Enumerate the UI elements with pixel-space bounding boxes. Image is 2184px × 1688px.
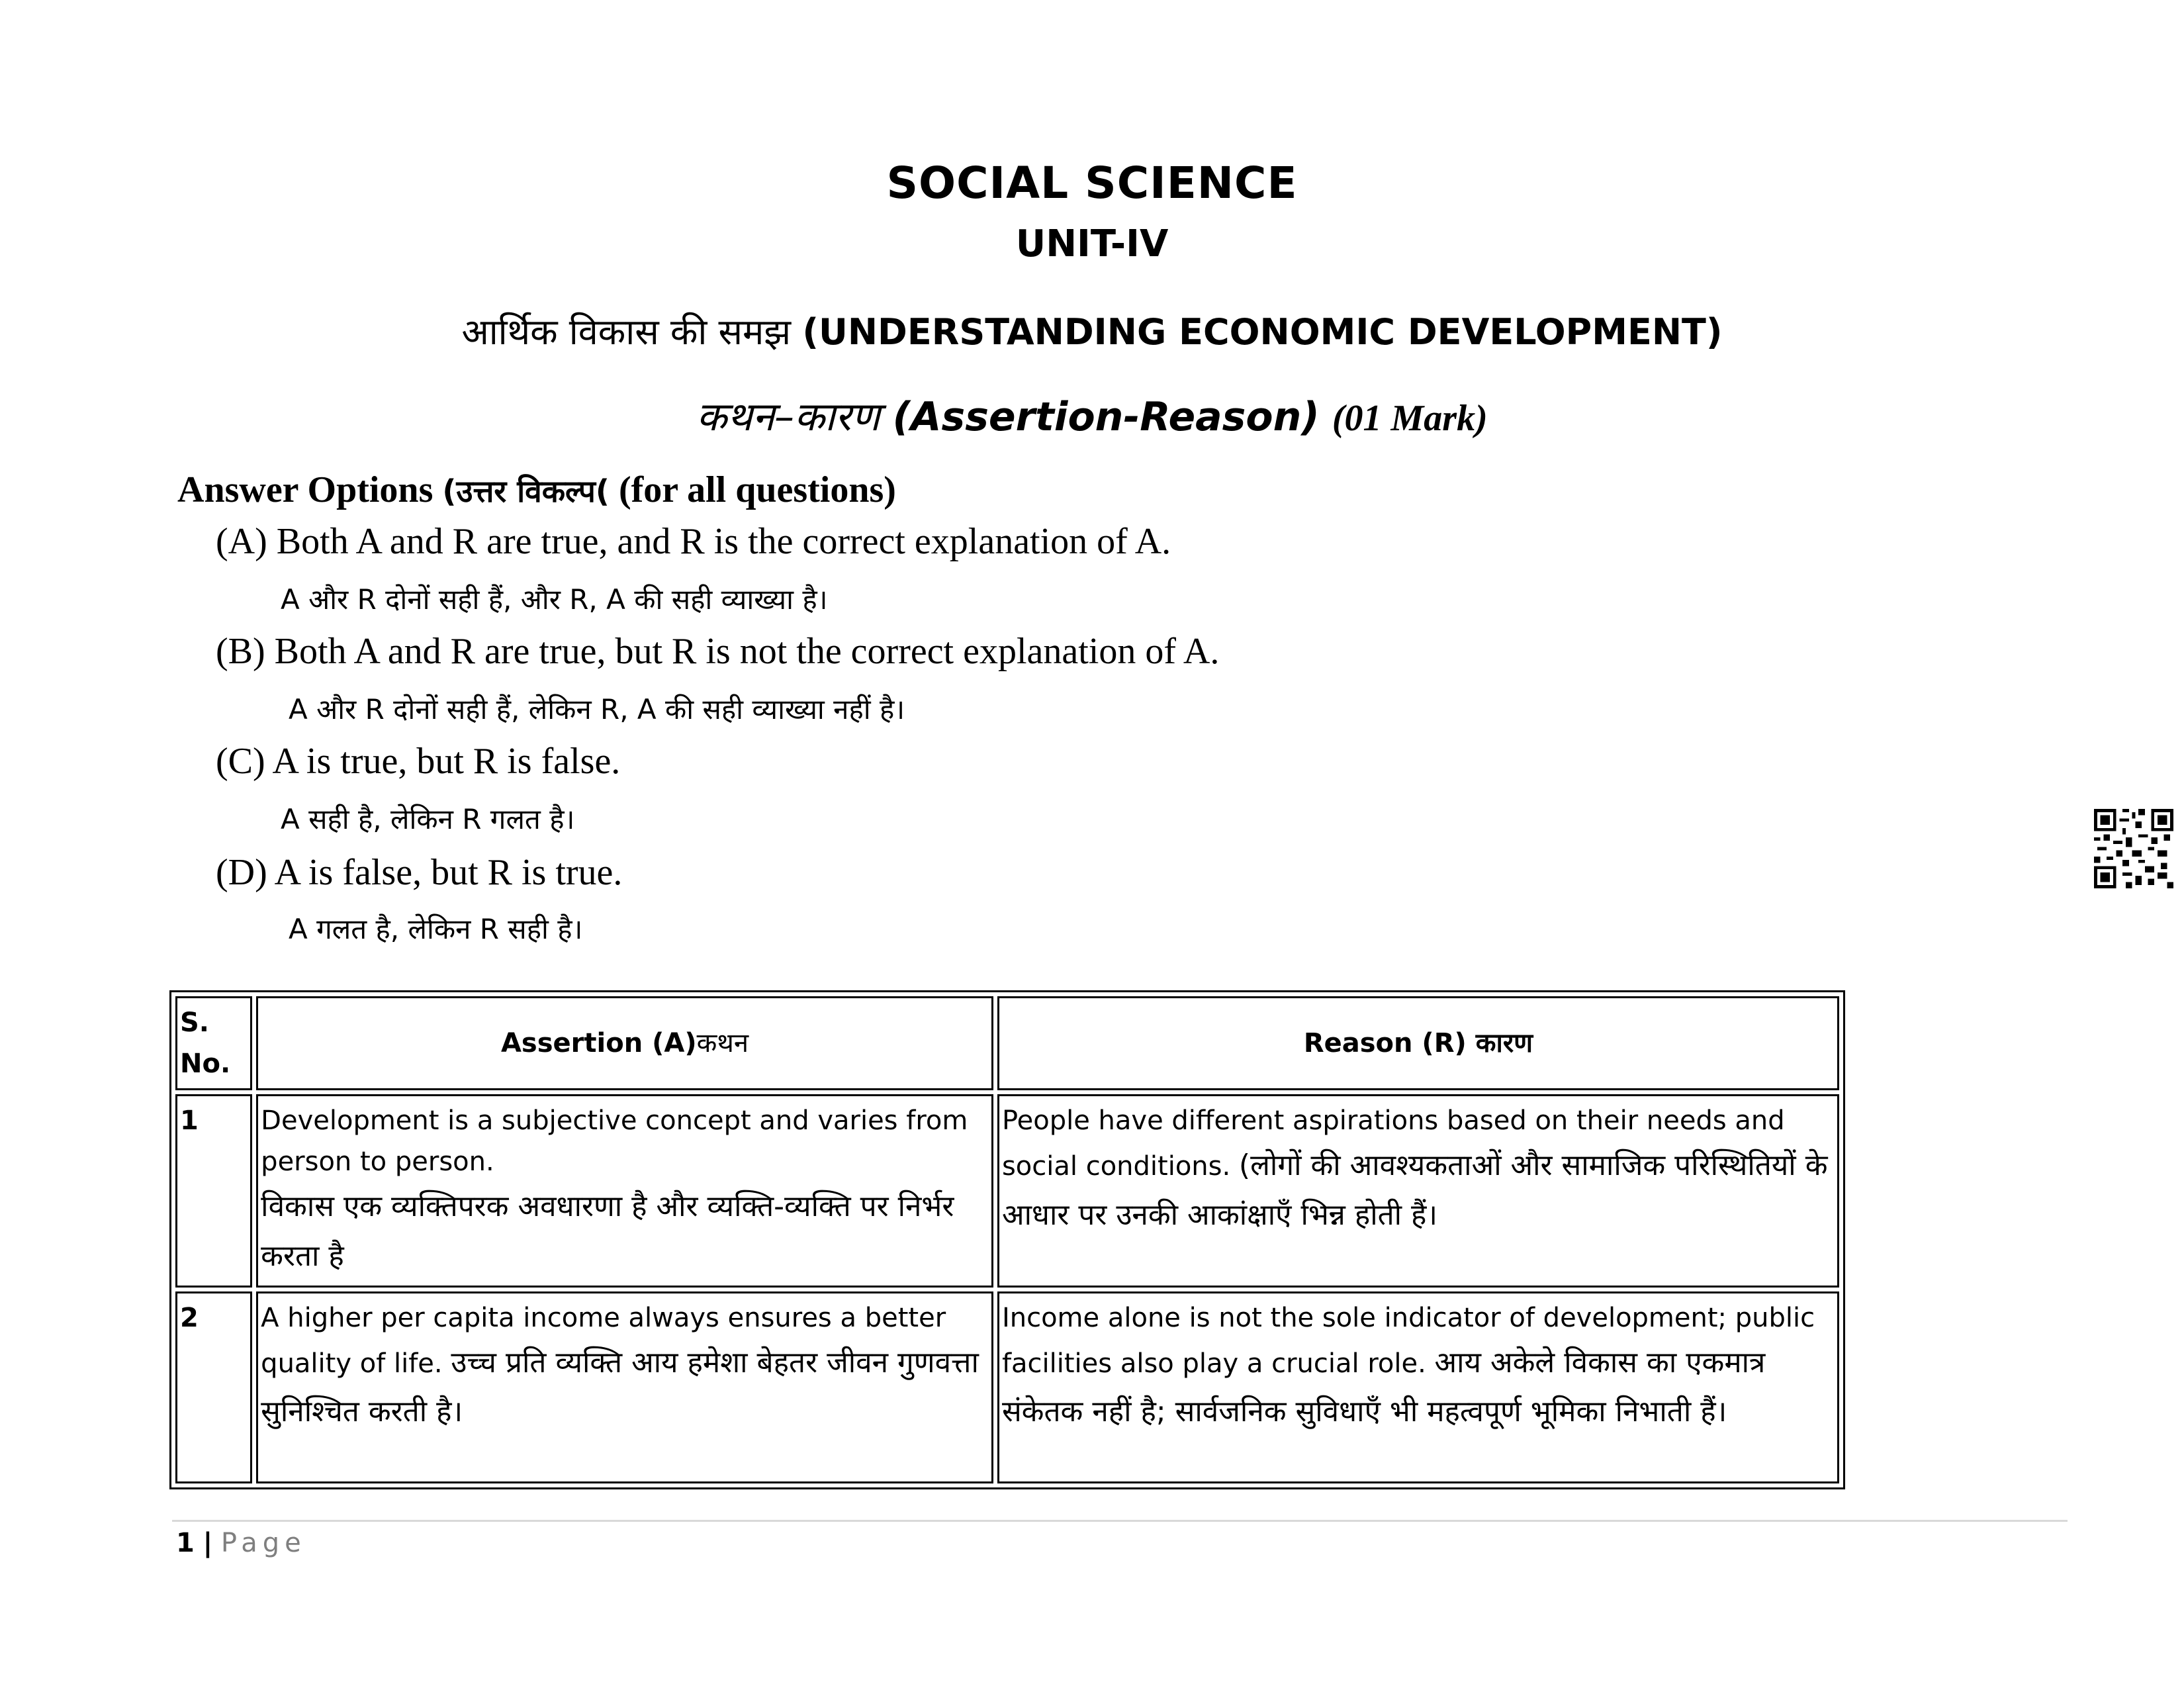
table-header-row [175,996,1839,1090]
header-assertion-en: Assertion (A) [500,1028,697,1058]
row-2-assertion [256,1291,993,1483]
row-1-assertion-en: Development is a subjective concept and varies from person to person. [261,1105,968,1177]
chapter-title-hindi: आर्थिक विकास की समझ [461,311,792,353]
header-assertion [256,996,993,1090]
unit-title: UNIT-IV [1015,222,1169,265]
header-assertion-hi: कथन [696,1028,749,1058]
chapter-title-english: (UNDERSTANDING ECONOMIC DEVELOPMENT) [802,311,1723,353]
option-b-english: (B) Both A and R are true, but R is not the correct explanation of A. [216,631,1220,672]
option-a-hindi: A और R दोनों सही हैं, और R, A की सही व्याख्या है। [281,583,828,616]
row-2-reason-en: Income alone is not the sole indicator of development; public facilities also play a crucial role. [1001,1302,1815,1379]
option-c-hindi: A सही है, लेकिन R गलत है। [281,803,575,835]
subject-title: SOCIAL SCIENCE [886,158,1298,209]
header-reason-en: Reason (R) [1303,1028,1467,1058]
question-type-title [0,388,2184,442]
answer-options-heading-suffix: (for all questions) [618,469,896,510]
row-1-sno: 1 [175,1094,252,1288]
row-2-assertion-hi: उच्च प्रति व्यक्ति आय हमेशा बेहतर जीवन गुणवत्ता सुनिश्चित करती है। [261,1345,979,1429]
header-reason-hi: कारण [1475,1028,1533,1058]
row-1-assertion [256,1094,993,1288]
answer-options-heading-en: Answer Options [177,469,433,510]
option-c-english: (C) A is true, but R is false. [216,741,621,782]
option-d-hindi: A गलत है, लेकिन R सही है। [289,913,583,945]
header-sno: S. No. [175,996,252,1090]
table-row [175,1094,1839,1288]
assertion-reason-table [169,990,1845,1489]
row-2-reason-hi: आय अकेले विकास का एकमात्र संकेतक नहीं है; सार्वजनिक सुविधाएँ भी महत्वपूर्ण भूमिका निभाती हैं। [1001,1345,1766,1429]
footer-separator: | [203,1528,213,1558]
marks-label: (01 Mark) [1332,398,1488,439]
question-type-english: (Assertion-Reason) [892,394,1320,440]
page-footer [176,1528,306,1558]
row-2-sno: 2 [175,1291,252,1483]
page-number: 1 [176,1528,195,1558]
option-d-english: (D) A is false, but R is true. [216,852,623,893]
option-a-english: (A) Both A and R are true, and R is the correct explanation of A. [216,521,1171,562]
option-b-hindi: A और R दोनों सही हैं, लेकिन R, A की सही व्याख्या नहीं है। [289,693,905,726]
row-1-reason-en: People have different aspirations based on their needs and social conditions. [1001,1105,1785,1182]
question-type-hindi: कथन–कारण [696,394,880,440]
table-row [175,1291,1839,1483]
row-2-assertion-en: A higher per capita income always ensures a better quality of life. [261,1302,946,1379]
chapter-title [0,306,2184,355]
row-1-reason-hi: (लोगों की आवश्यकताओं और सामाजिक परिस्थितियों के आधार पर उनकी आकांक्षाएँ भिन्न होती हैं। [1001,1149,1828,1232]
page-label: Page [220,1528,306,1558]
row-1-assertion-hi: विकास एक व्यक्तिपरक अवधारणा है और व्यक्ति-व्यक्ति पर निर्भर करता है [261,1190,954,1273]
row-2-reason [997,1291,1839,1483]
qr-code-icon [2094,809,2173,888]
answer-options-heading-hi: (उत्तर विकल्प( [442,473,610,509]
answer-options-heading [177,469,896,511]
row-1-reason [997,1094,1839,1288]
header-reason [997,996,1839,1090]
footer-divider [172,1520,2068,1522]
